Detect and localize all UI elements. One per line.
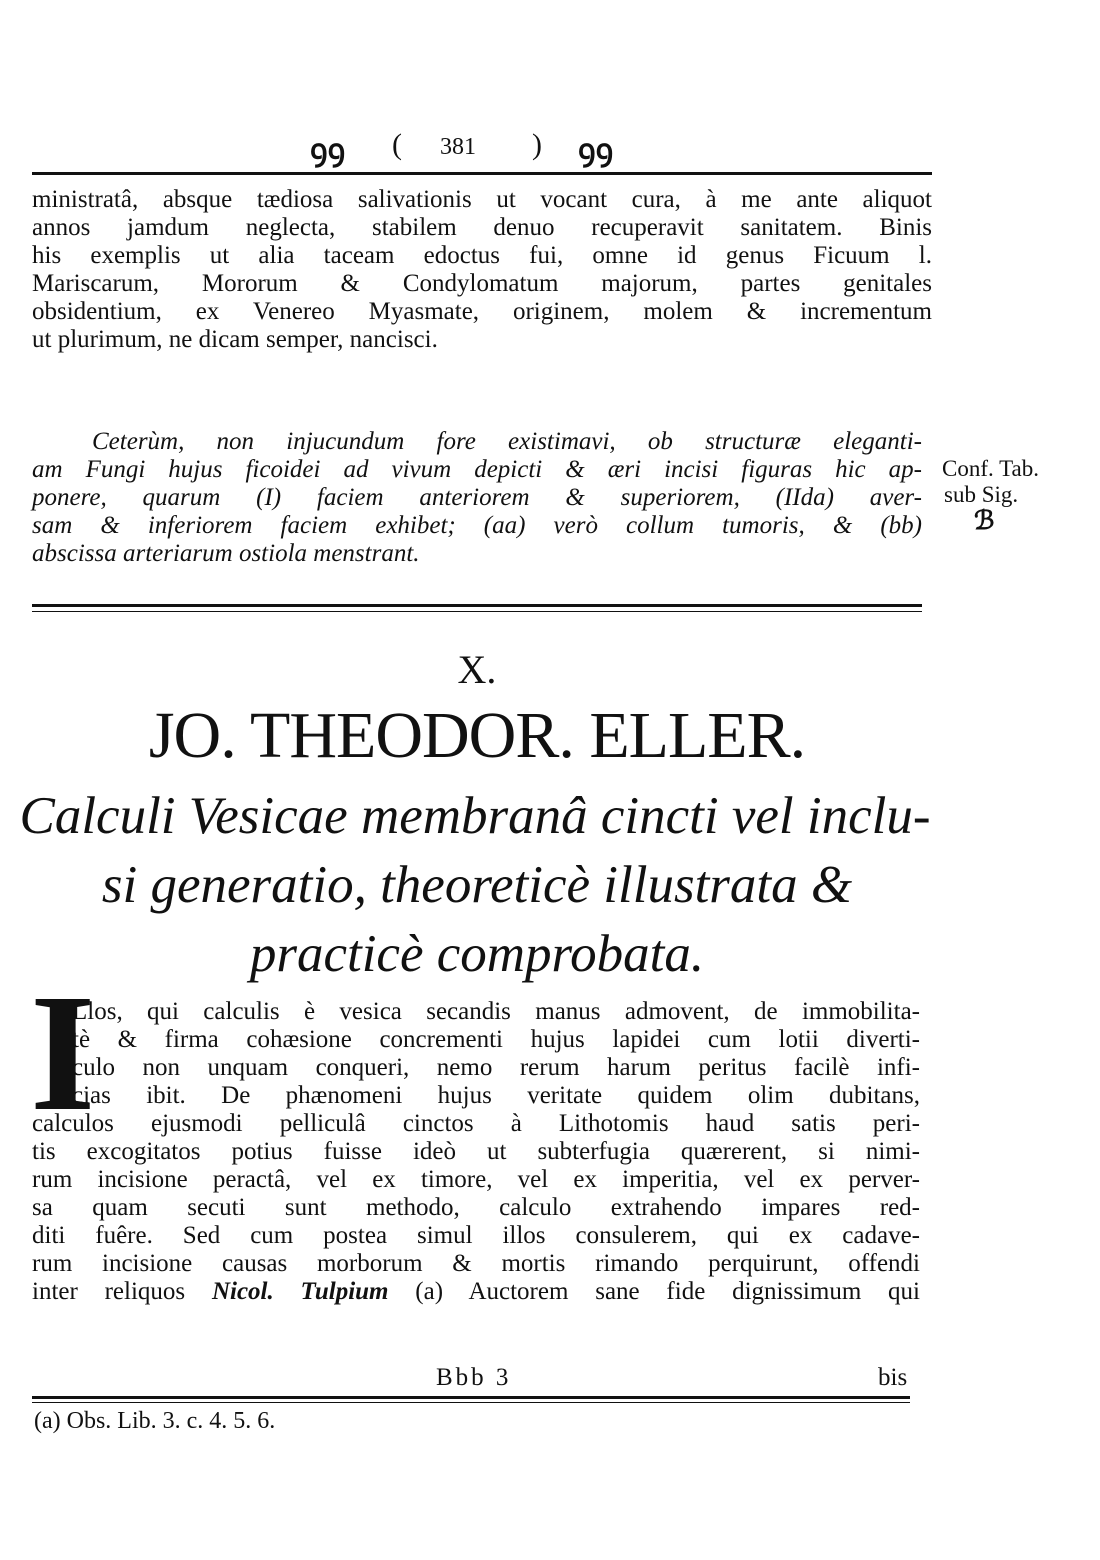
signature-mark: Bbb 3 <box>436 1364 512 1391</box>
title-line: si generatio, theoreticè illustrata & <box>101 856 853 914</box>
running-head <box>300 128 640 168</box>
paragraph-line: rum incisione peractâ, vel ex timore, vel ex imperitia, vel ex perver- <box>32 1166 920 1193</box>
paren-open: ( <box>392 128 402 161</box>
paragraph-line: diti fuêre. Sed cum postea simul illos consulerem, qui ex cadave- <box>32 1222 920 1249</box>
drop-cap: I <box>30 960 96 1146</box>
paragraph-line: culo non unquam conqueri, nemo rerum harum peritus facilè infi- <box>72 1054 920 1081</box>
ornament-left: ꝯꝯ <box>310 134 346 167</box>
paragraph-line: tè & firma cohæsione concrementi hujus lapidei cum lotii diverti- <box>72 1026 920 1053</box>
paragraph-line: abscissa arteriarum ostiola menstrant. <box>32 540 420 567</box>
margin-note <box>942 456 1082 534</box>
title-line: practicè comprobata. <box>249 925 705 983</box>
paragraph-line <box>32 1278 920 1306</box>
footnote: (a) Obs. Lib. 3. c. 4. 5. 6. <box>34 1408 276 1434</box>
paragraph-line: Mariscarum, Mororum & Condylomatum majorum, partes genitales <box>32 270 932 297</box>
body-paragraph <box>32 998 920 1306</box>
section-rule-thick <box>32 604 922 607</box>
figure-paragraph <box>32 428 922 568</box>
top-paragraph <box>32 186 932 354</box>
section-rule-thin <box>32 611 922 612</box>
paragraph-line: his exemplis ut alia taceam edoctus fui, omne id genus Ficuum l. <box>32 242 932 269</box>
line-text: (a) Auctorem sane fide dignissimum qui <box>388 1278 920 1305</box>
paragraph-line: annos jamdum neglecta, stabilem denuo recuperavit sanitatem. Binis <box>32 214 932 241</box>
ornament-right: ꝯꝯ <box>578 134 614 167</box>
paragraph-line: calculos ejusmodi pelliculâ cinctos à Lithotomis haud satis peri- <box>32 1110 920 1137</box>
section-number: X. <box>457 647 497 692</box>
paragraph-line: cias ibit. De phænomeni hujus veritate quidem olim dubitans, <box>72 1082 920 1109</box>
paragraph-line: ut plurimum, ne dicam semper, nancisci. <box>32 326 438 353</box>
margin-note-line: sub Sig. <box>944 482 1019 507</box>
paragraph-line: ponere, quarum (I) faciem anteriorem & superiorem, (IIda) aver- <box>32 484 922 511</box>
paragraph-line: tis excogitatos potius fuisse ideò ut subterfugia quærerent, si nimi- <box>32 1138 920 1165</box>
catchword: bis <box>878 1364 908 1391</box>
paragraph-line: am Fungi hujus ficoidei ad vivum depicti & æri incisi figuras hic ap- <box>32 456 922 483</box>
paragraph-line: sam & inferiorem faciem exhibet; (aa) verò collum tumoris, & (bb) <box>32 512 922 539</box>
paren-close: ) <box>532 128 542 161</box>
paragraph-line: rum incisione causas morborum & mortis rimando perquirunt, offendi <box>32 1250 920 1277</box>
title-line: Calculi Vesicae membranâ cincti vel inclu- <box>19 787 931 845</box>
author-heading: JO. THEODOR. ELLER. <box>148 699 806 772</box>
paragraph-line: obsidentium, ex Venereo Myasmate, originem, molem & incrementum <box>32 298 932 325</box>
line-text: inter reliquos <box>32 1278 212 1305</box>
margin-note-line: Conf. Tab. <box>942 456 1039 481</box>
margin-note-sign: ℬ <box>974 506 995 535</box>
footnote-rule-thick <box>32 1396 910 1399</box>
head-rule <box>32 172 932 175</box>
paragraph-line: Ceterùm, non injucundum fore existimavi, ob structuræ eleganti- <box>92 428 922 455</box>
paragraph-line: sa quam secuti sunt methodo, calculo extrahendo impares red- <box>32 1194 920 1221</box>
paragraph-line: ministratâ, absque tædiosa salivationis ut vocant cura, à me ante aliquot <box>32 186 932 213</box>
page-number: 381 <box>440 134 476 160</box>
footnote-rule-thin <box>32 1402 910 1403</box>
author-citation: Nicol. Tulpium <box>211 1278 389 1305</box>
paragraph-line: Llos, qui calculis è vesica secandis manus admovent, de immobilita- <box>72 998 920 1025</box>
